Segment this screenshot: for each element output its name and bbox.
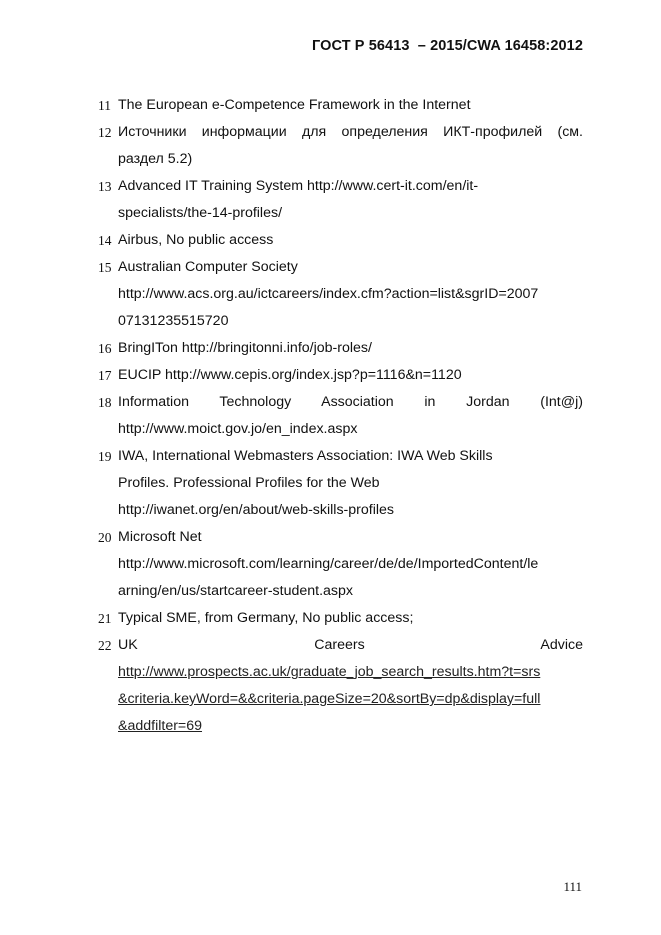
list-item [98, 335, 583, 362]
reference-text: Microsoft Net [118, 529, 202, 545]
reference-text: Typical SME, from Germany, No public access; [118, 610, 414, 626]
list-item [98, 605, 583, 632]
document-header-code: ГОСТ Р 56413 – 2015/CWA 16458:2012 [312, 38, 583, 54]
list-item [98, 524, 583, 605]
list-item [98, 119, 583, 173]
list-item [98, 632, 583, 740]
reference-link[interactable]: &criteria.keyWord=&&criteria.pageSize=20&sortBy=dp&display=full [118, 691, 541, 707]
list-item [98, 173, 583, 227]
reference-text: раздел 5.2) [118, 151, 193, 167]
reference-text: UK Careers Advice [118, 637, 583, 653]
reference-number: 12 [98, 125, 112, 140]
reference-url: http://www.moict.gov.jo/en_index.aspx [118, 421, 358, 437]
reference-number: 15 [98, 260, 112, 275]
reference-url: http://www.microsoft.com/learning/career/de/de/ImportedContent/le [118, 556, 539, 572]
reference-text: Information Technology Association in Jordan (Int@j) [118, 394, 583, 410]
reference-link[interactable]: &addfilter=69 [118, 718, 203, 734]
reference-number: 20 [98, 530, 112, 545]
reference-number: 21 [98, 611, 112, 626]
list-item [98, 443, 583, 524]
reference-text: Advanced IT Training System http://www.cert-it.com/en/it- [118, 178, 479, 194]
reference-text: Airbus, No public access [118, 232, 274, 248]
reference-link[interactable]: http://www.prospects.ac.uk/graduate_job_search_results.htm?t=srs [118, 664, 541, 680]
reference-number: 19 [98, 449, 112, 464]
list-item [98, 389, 583, 443]
reference-text: Profiles. Professional Profiles for the Web [118, 475, 380, 491]
reference-list [98, 92, 583, 740]
reference-text: specialists/the-14-profiles/ [118, 205, 283, 221]
reference-number: 13 [98, 179, 112, 194]
reference-url: http://www.acs.org.au/ictcareers/index.cfm?action=list&sgrID=2007 [118, 286, 539, 302]
reference-url: 07131235515720 [118, 313, 229, 329]
list-item [98, 362, 583, 389]
reference-number: 14 [98, 233, 112, 248]
reference-number: 22 [98, 638, 112, 653]
reference-number: 16 [98, 341, 112, 356]
reference-number: 11 [98, 98, 111, 113]
reference-text: Australian Computer Society [118, 259, 298, 275]
reference-url: arning/en/us/startcareer-student.aspx [118, 583, 354, 599]
list-item [98, 254, 583, 335]
reference-text: The European e-Competence Framework in the Internet [118, 97, 471, 113]
reference-text: BringITon http://bringitonni.info/job-roles/ [118, 340, 372, 356]
reference-number: 17 [98, 368, 112, 383]
reference-text: IWA, International Webmasters Association: IWA Web Skills [118, 448, 493, 464]
reference-text: EUCIP http://www.cepis.org/index.jsp?p=1116&n=1120 [118, 367, 462, 383]
list-item [98, 92, 583, 119]
reference-number: 18 [98, 395, 112, 410]
reference-text: Источники информации для определения ИКТ-профилей (см. [118, 124, 583, 140]
page-number: 111 [563, 879, 582, 894]
list-item [98, 227, 583, 254]
reference-url: http://iwanet.org/en/about/web-skills-profiles [118, 502, 395, 518]
